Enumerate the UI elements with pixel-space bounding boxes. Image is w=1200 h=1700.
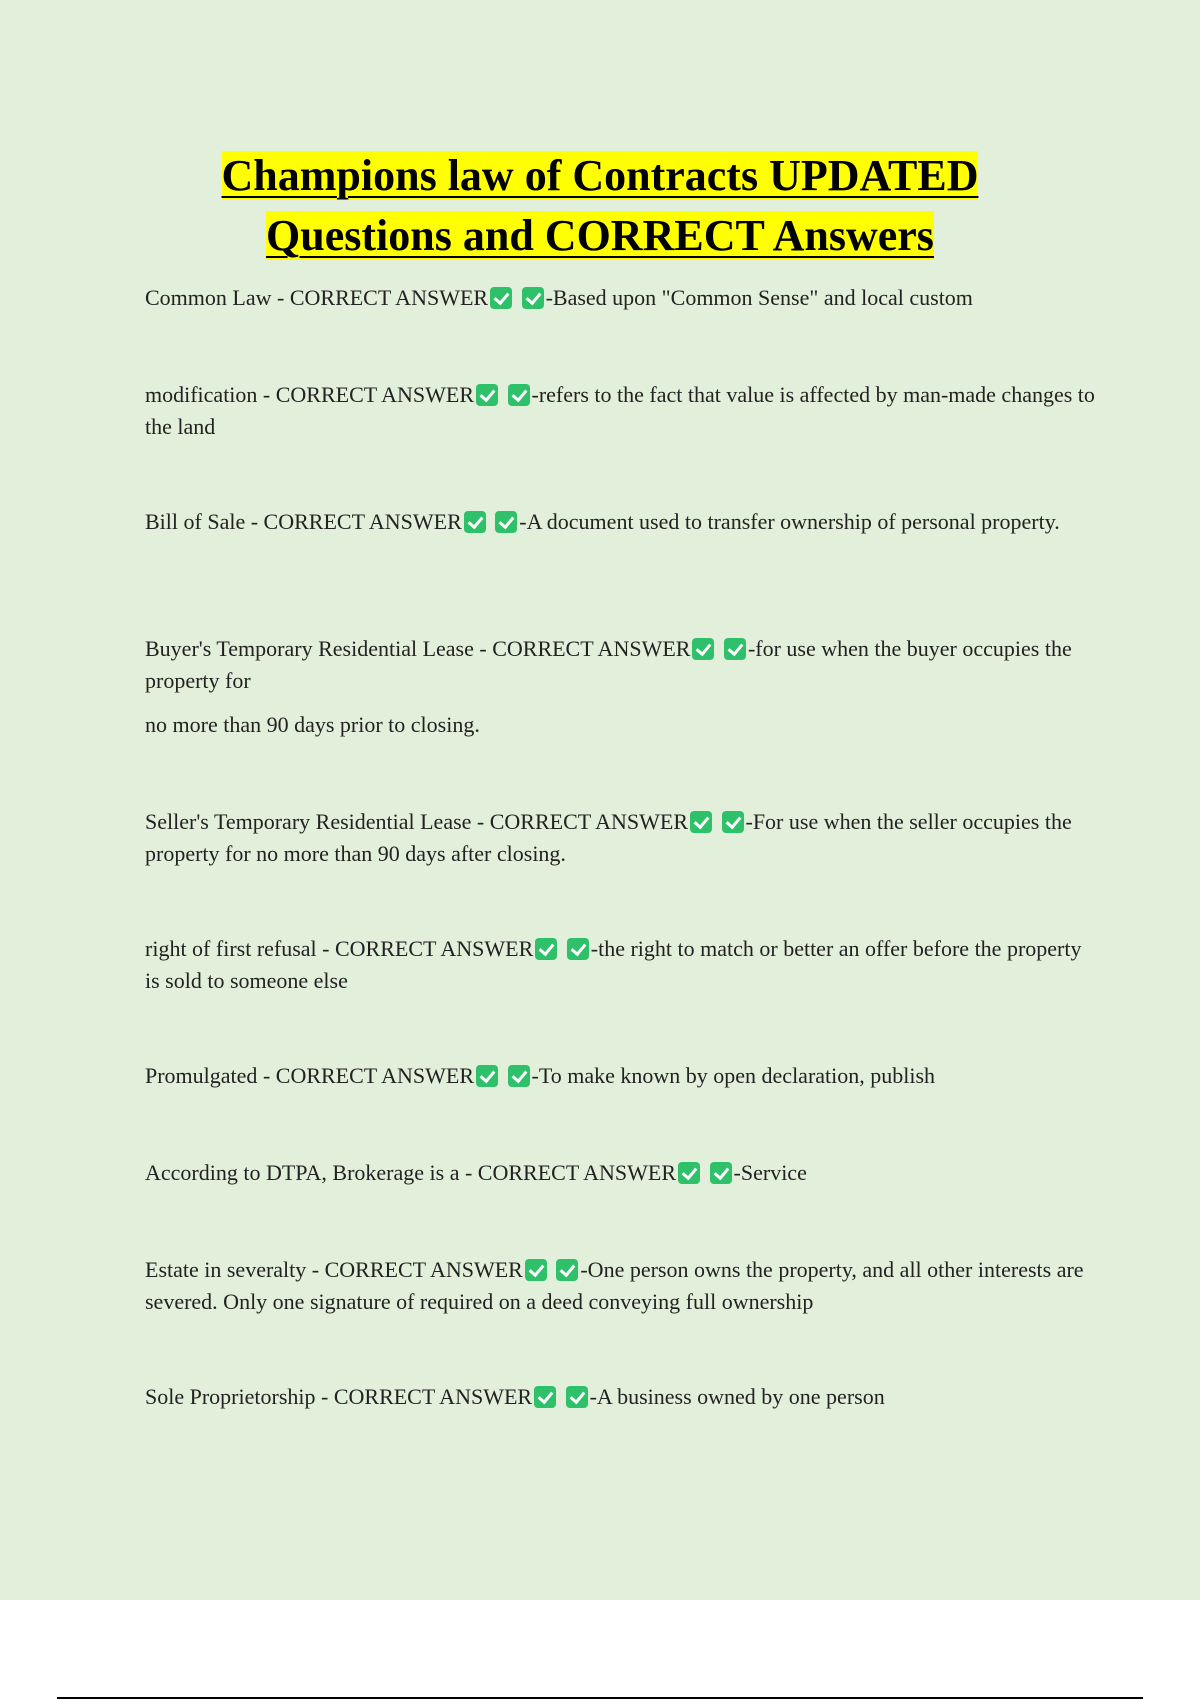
answer-separator: CORRECT ANSWER [333,1384,533,1409]
answer-separator: CORRECT ANSWER [289,285,489,310]
qa-item: Common Law - CORRECT ANSWER -Based upon "Common Sense" and local custom [145,285,973,310]
answer-text: -A document used to transfer ownership of personal property. [519,509,1060,534]
qa-item: Seller's Temporary Residential Lease - CORRECT ANSWER -For use when the seller occupies the property for no more than 90 days after closing. [145,809,1072,866]
answer-separator: CORRECT ANSWER [263,509,462,534]
title-line-2: Questions and CORRECT Answers [266,211,934,260]
check-mark-icon [525,1259,547,1281]
check-mark-icon [724,638,746,660]
term: Common Law [145,285,272,310]
title-line-1: Champions law of Contracts UPDATED [221,151,979,200]
qa-item: Promulgated - CORRECT ANSWER -To make known by open declaration, publish [145,1063,936,1088]
answer-continuation: no more than 90 days prior to closing. [145,712,480,737]
term: Promulgated [145,1063,258,1088]
answer-text: -Based upon "Common Sense" and local custom [545,285,973,310]
term: Bill of Sale [145,509,246,534]
check-mark-icon [534,1386,556,1408]
qa-item: Sole Proprietorship - CORRECT ANSWER -A business owned by one person [145,1384,885,1409]
qa-list [145,282,1095,1421]
check-mark-icon [692,638,714,660]
check-mark-icon [508,384,530,406]
footer-rule [57,1697,1143,1699]
term: Sole Proprietorship [145,1384,316,1409]
answer-text: -Service [733,1160,807,1185]
qa-item: modification - CORRECT ANSWER -refers to the fact that value is affected by man-made changes to the land [145,382,1095,439]
term: right of first refusal [145,936,317,961]
check-mark-icon [495,511,517,533]
check-mark-icon [556,1259,578,1281]
check-mark-icon [464,511,486,533]
term: According to DTPA, Brokerage is a [145,1160,460,1185]
check-mark-icon [567,938,589,960]
qa-item: Bill of Sale - CORRECT ANSWER -A document used to transfer ownership of personal property. [145,509,1060,534]
answer-text: -for use when the buyer occupies the property for [145,636,1072,693]
document-title [0,146,1200,266]
answer-text: -refers to the fact that value is affected by man-made changes to the land [145,382,1095,439]
check-mark-icon [476,1065,498,1087]
check-mark-icon [566,1386,588,1408]
qa-item: Estate in severalty - CORRECT ANSWER -One person owns the property, and all other interests are severed. Only one signature of required on a deed conveying full ownership [145,1257,1084,1314]
answer-text: -the right to match or better an offer before the property is sold to someone else [145,936,1082,993]
check-mark-icon [535,938,557,960]
check-mark-icon [522,287,544,309]
answer-text: -A business owned by one person [589,1384,885,1409]
qa-item: right of first refusal - CORRECT ANSWER -the right to match or better an offer before the property is sold to someone else [145,936,1082,993]
check-mark-icon [690,811,712,833]
answer-separator: CORRECT ANSWER [275,1063,475,1088]
answer-separator: CORRECT ANSWER [492,636,691,661]
term: Estate in severalty [145,1257,307,1282]
answer-text: -For use when the seller occupies the property for no more than 90 days after closing. [145,809,1072,866]
term: Buyer's Temporary Residential Lease [145,636,474,661]
qa-item: Buyer's Temporary Residential Lease - CORRECT ANSWER -for use when the buyer occupies the property for no more than 90 days prior to closing. [145,633,1095,806]
answer-separator: CORRECT ANSWER [477,1160,677,1185]
answer-text: -One person owns the property, and all other interests are severed. Only one signature of required on a deed conveying full ownership [145,1257,1084,1314]
check-mark-icon [722,811,744,833]
check-mark-icon [710,1162,732,1184]
term: modification [145,382,258,407]
check-mark-icon [508,1065,530,1087]
answer-separator: CORRECT ANSWER [489,809,688,834]
check-mark-icon [678,1162,700,1184]
qa-item: According to DTPA, Brokerage is a - CORRECT ANSWER -Service [145,1160,807,1185]
term: Seller's Temporary Residential Lease [145,809,472,834]
answer-separator: CORRECT ANSWER [324,1257,523,1282]
answer-separator: CORRECT ANSWER [335,936,534,961]
check-mark-icon [476,384,498,406]
check-mark-icon [490,287,512,309]
answer-text: -To make known by open declaration, publish [531,1063,936,1088]
answer-separator: CORRECT ANSWER [275,382,474,407]
